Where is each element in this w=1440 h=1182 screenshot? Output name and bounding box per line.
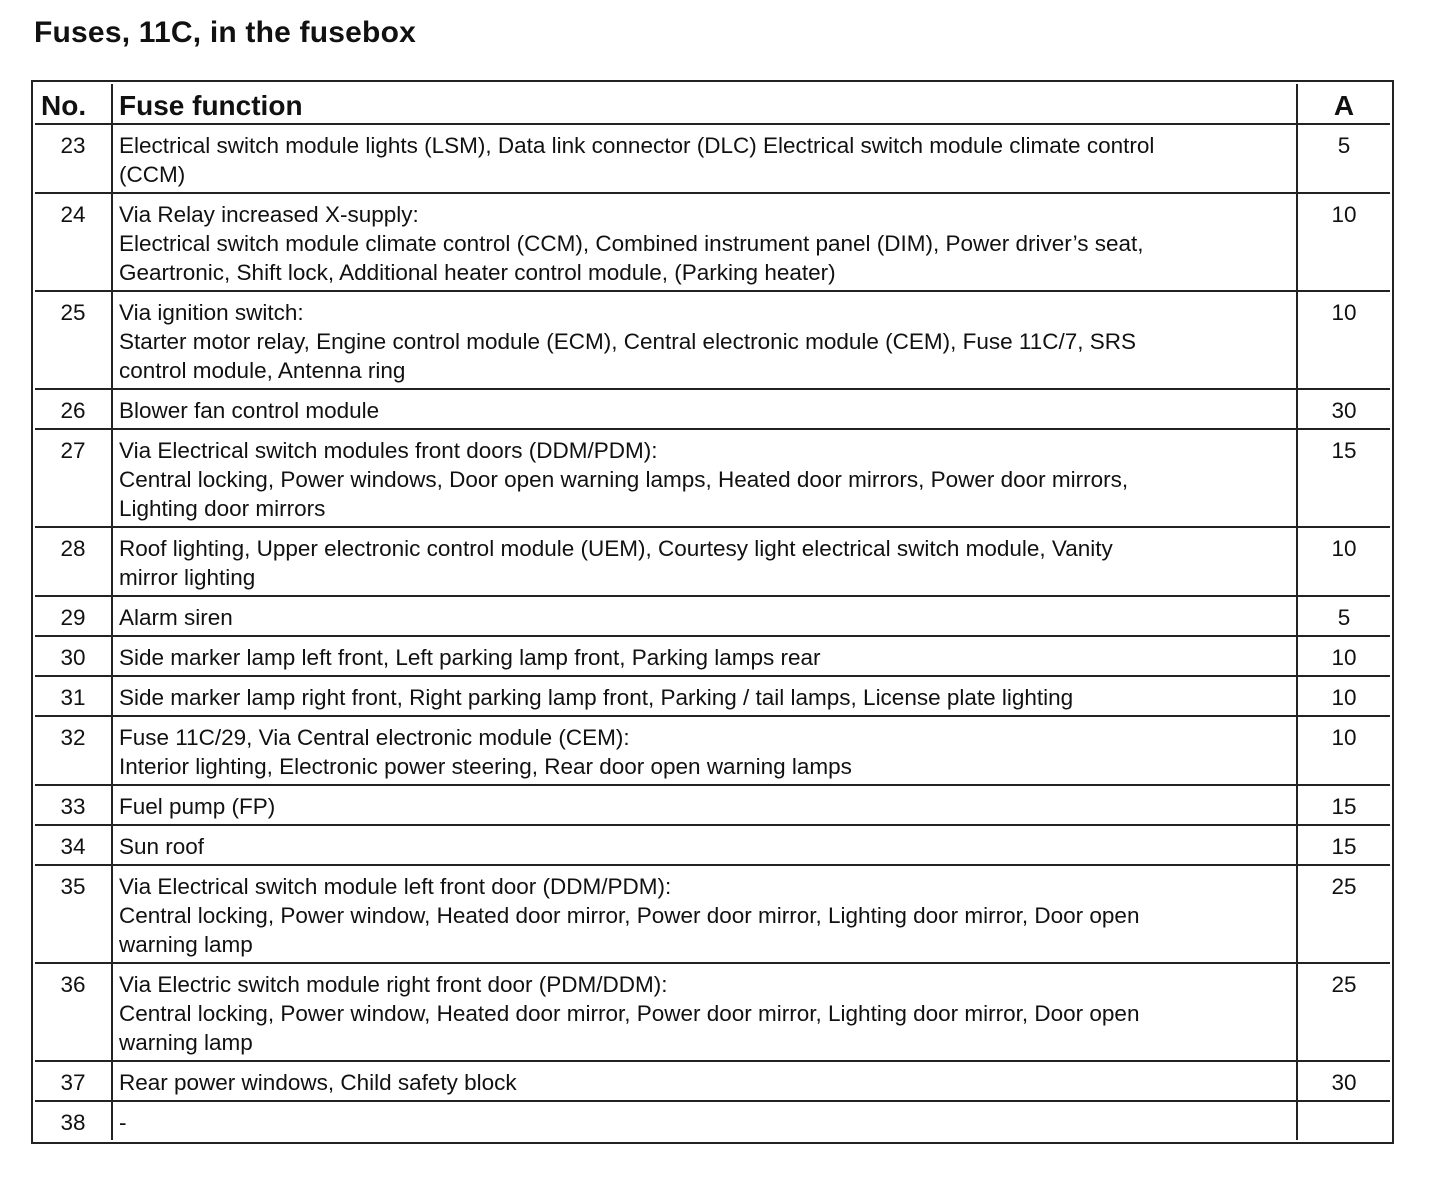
- fuse-function: [112, 785, 1297, 825]
- fuse-amperage: 15: [1297, 429, 1390, 527]
- fuse-function-line: Via Relay increased X-supply:: [119, 202, 419, 227]
- fuse-amperage: 25: [1297, 865, 1390, 963]
- table-row: [35, 716, 1390, 785]
- table-row: [35, 596, 1390, 636]
- fuse-function-line: mirror lighting: [119, 565, 256, 590]
- fuse-function-line: Central locking, Power window, Heated door mirror, Power door mirror, Lighting door mirror, Door open: [119, 903, 1140, 928]
- fuse-amperage: 15: [1297, 785, 1390, 825]
- fuse-function-line: Electrical switch module climate control (CCM), Combined instrument panel (DIM), Power driver’s seat,: [119, 231, 1144, 256]
- fuse-number: 34: [35, 825, 112, 865]
- fuse-function-line: Roof lighting, Upper electronic control module (UEM), Courtesy light electrical switch module, Vanity: [119, 536, 1113, 561]
- fuse-function-line: Geartronic, Shift lock, Additional heater control module, (Parking heater): [119, 260, 836, 285]
- fuse-number: 33: [35, 785, 112, 825]
- table-row: [35, 636, 1390, 676]
- fuse-number: 29: [35, 596, 112, 636]
- fuse-amperage: 10: [1297, 716, 1390, 785]
- fuse-function: [112, 291, 1297, 389]
- fuse-function-line: Alarm siren: [119, 605, 233, 630]
- fuse-function-line: Fuel pump (FP): [119, 794, 276, 819]
- fuse-function: [112, 389, 1297, 429]
- fuse-number: 27: [35, 429, 112, 527]
- fuse-function: [112, 527, 1297, 596]
- fuse-function: [112, 716, 1297, 785]
- fuse-function-line: Side marker lamp right front, Right parking lamp front, Parking / tail lamps, License plate lighting: [119, 685, 1074, 710]
- table-row: [35, 676, 1390, 716]
- fuse-function-line: Via ignition switch:: [119, 300, 304, 325]
- fuse-amperage: 25: [1297, 963, 1390, 1061]
- fuse-amperage: 30: [1297, 1061, 1390, 1101]
- fuse-function-line: Electrical switch module lights (LSM), Data link connector (DLC) Electrical switch module climate control: [119, 133, 1155, 158]
- fuse-number: 32: [35, 716, 112, 785]
- fuse-function: [112, 676, 1297, 716]
- fuse-amperage: 10: [1297, 291, 1390, 389]
- fuse-function-line: control module, Antenna ring: [119, 358, 406, 383]
- header-fuse-function: Fuse function: [112, 84, 1297, 124]
- fuse-function-line: Rear power windows, Child safety block: [119, 1070, 517, 1095]
- fuse-function: [112, 636, 1297, 676]
- fuse-function: [112, 193, 1297, 291]
- fuse-function: [112, 963, 1297, 1061]
- header-amps: A: [1297, 84, 1390, 124]
- fuse-function-line: Via Electric switch module right front door (PDM/DDM):: [119, 972, 668, 997]
- fuse-function-line: -: [119, 1110, 127, 1135]
- fuse-function-line: Sun roof: [119, 834, 205, 859]
- fuse-function-line: Central locking, Power windows, Door open warning lamps, Heated door mirrors, Power door mirrors,: [119, 467, 1129, 492]
- fuse-function-line: Via Electrical switch modules front doors (DDM/PDM):: [119, 438, 658, 463]
- fuse-function: [112, 124, 1297, 193]
- table-header-row: [35, 84, 1390, 124]
- fuse-amperage: 10: [1297, 676, 1390, 716]
- table-row: [35, 865, 1390, 963]
- fuse-number: 26: [35, 389, 112, 429]
- table-row: [35, 193, 1390, 291]
- fuse-number: 35: [35, 865, 112, 963]
- fuse-function: [112, 429, 1297, 527]
- fuse-function-line: Via Electrical switch module left front door (DDM/PDM):: [119, 874, 672, 899]
- header-no: No.: [35, 84, 112, 124]
- fuse-function-line: Starter motor relay, Engine control module (ECM), Central electronic module (CEM), Fuse 11C/7, SRS: [119, 329, 1137, 354]
- table-row: [35, 785, 1390, 825]
- fuse-function-line: (CCM): [119, 162, 186, 187]
- table-row: [35, 389, 1390, 429]
- fuse-number: 37: [35, 1061, 112, 1101]
- fuse-function: [112, 865, 1297, 963]
- fuse-function-line: warning lamp: [119, 932, 253, 957]
- page-title: Fuses, 11C, in the fusebox: [34, 16, 416, 49]
- fuse-function-line: Side marker lamp left front, Left parking lamp front, Parking lamps rear: [119, 645, 821, 670]
- fuse-function-line: Central locking, Power window, Heated door mirror, Power door mirror, Lighting door mirror, Door open: [119, 1001, 1140, 1026]
- fuse-function-line: Interior lighting, Electronic power steering, Rear door open warning lamps: [119, 754, 852, 779]
- table-row: [35, 527, 1390, 596]
- fuse-amperage: 10: [1297, 636, 1390, 676]
- table-row: [35, 124, 1390, 193]
- fuse-number: 31: [35, 676, 112, 716]
- table-row: [35, 291, 1390, 389]
- fuse-number: 28: [35, 527, 112, 596]
- fuse-function: [112, 825, 1297, 865]
- fuse-function-line: warning lamp: [119, 1030, 253, 1055]
- table-row: [35, 429, 1390, 527]
- fuse-function: [112, 1101, 1297, 1140]
- fuse-number: 23: [35, 124, 112, 193]
- fuse-number: 30: [35, 636, 112, 676]
- fuse-amperage: 5: [1297, 124, 1390, 193]
- fuse-function-line: Lighting door mirrors: [119, 496, 326, 521]
- table-row: [35, 1101, 1390, 1140]
- table-row: [35, 963, 1390, 1061]
- fuse-table: [35, 84, 1390, 1140]
- fuse-number: 25: [35, 291, 112, 389]
- fuse-amperage: 5: [1297, 596, 1390, 636]
- fuse-amperage: 10: [1297, 527, 1390, 596]
- fuse-amperage: 10: [1297, 193, 1390, 291]
- fuse-table-frame: [31, 80, 1394, 1144]
- fuse-function: [112, 1061, 1297, 1101]
- fuse-number: 24: [35, 193, 112, 291]
- fuse-function: [112, 596, 1297, 636]
- fuse-amperage: [1297, 1101, 1390, 1140]
- fuse-number: 36: [35, 963, 112, 1061]
- table-row: [35, 1061, 1390, 1101]
- fuse-table-body: [35, 124, 1390, 1140]
- fuse-amperage: 30: [1297, 389, 1390, 429]
- table-row: [35, 825, 1390, 865]
- fuse-amperage: 15: [1297, 825, 1390, 865]
- fuse-function-line: Fuse 11C/29, Via Central electronic module (CEM):: [119, 725, 630, 750]
- fuse-function-line: Blower fan control module: [119, 398, 380, 423]
- fuse-number: 38: [35, 1101, 112, 1140]
